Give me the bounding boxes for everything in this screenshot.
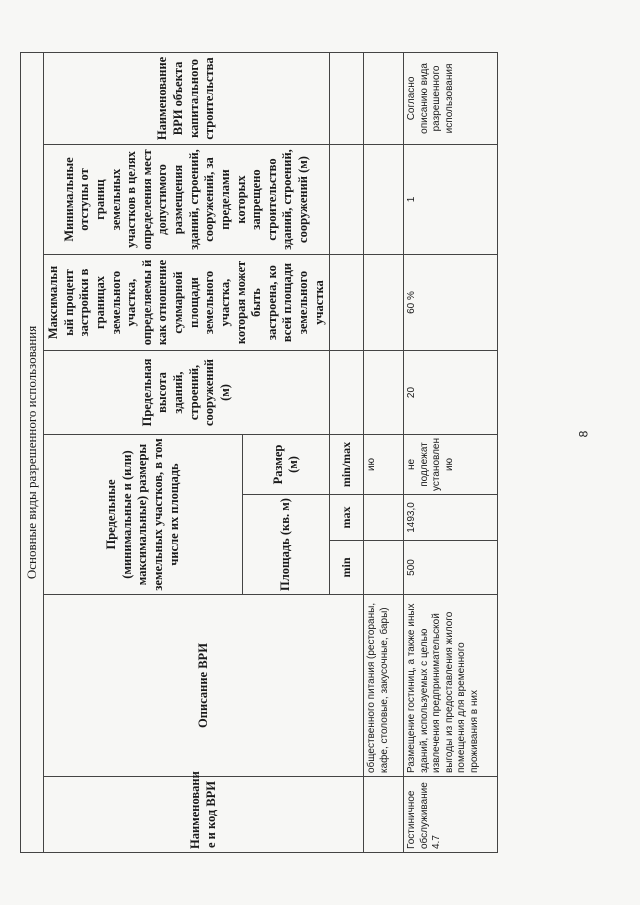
header-size: Размер (м) xyxy=(243,435,330,495)
cell-capital: Согласно описанию вида разрешенного использования xyxy=(404,52,498,144)
cell-description: общественного питания (рестораны, кафе, столовые, закусочные, бары) xyxy=(364,595,404,777)
cell-area-min: 500 xyxy=(404,541,498,595)
header-name-code: Наименовани е и код ВРИ xyxy=(44,777,364,853)
cell-capital xyxy=(364,52,404,144)
cell-area-max: 1493,0 xyxy=(404,495,498,541)
subheader-empty-height xyxy=(330,351,364,435)
cell-height: 20 xyxy=(404,351,498,435)
cell-setback xyxy=(364,145,404,255)
subheader-empty-setback xyxy=(330,145,364,255)
cell-height xyxy=(364,351,404,435)
cell-size: не подлежат установлен ию xyxy=(404,435,498,495)
header-description: Описание ВРИ xyxy=(44,595,364,777)
cell-name-code: Гостиничное обслуживание 4.7 xyxy=(404,777,498,853)
subheader-max: max xyxy=(330,495,364,541)
header-area: Площадь (кв. м) xyxy=(243,495,330,595)
cell-description: Размещение гостиниц, а также иных зданий, используемых с целью извлечения предпринимательской выгоды из предоставления жилого помещения для временного проживания в них xyxy=(404,595,498,777)
table-row xyxy=(404,52,498,852)
header-max-percent: Максимальн ый процент застройки в границах земельного участка, определяемы й как отношение суммарной площади земельного участка, которая может быть застроена, ко всей площади земельного участка xyxy=(44,255,330,351)
header-plot-size-group: Предельные (минимальные и (или) максимальные) размеры земельных участков, в том числе их площадь xyxy=(44,435,243,595)
vri-table xyxy=(20,52,498,853)
cell-size: ию xyxy=(364,435,404,495)
cell-area-min xyxy=(364,541,404,595)
subheader-minmax: min/max xyxy=(330,435,364,495)
header-height: Предельная высота зданий, строений, сооружений (м) xyxy=(44,351,330,435)
header-capital-name: Наименование ВРИ объекта капитального строительства xyxy=(44,52,330,144)
cell-percent xyxy=(364,255,404,351)
subheader-min: min xyxy=(330,541,364,595)
page-number: 8 xyxy=(576,430,591,438)
rotated-table-container xyxy=(20,53,480,853)
cell-area-max xyxy=(364,495,404,541)
cell-setback: 1 xyxy=(404,145,498,255)
table-row xyxy=(364,52,404,852)
subheader-empty-capital xyxy=(330,52,364,144)
cell-name-code xyxy=(364,777,404,853)
subheader-empty-percent xyxy=(330,255,364,351)
header-min-setback: Минимальные отступы от границ земельных участков в целях определения мест допустимого размещения зданий, строений, сооружений, за пределами которых запрещено строительство зданий, строений, сооружений (м) xyxy=(44,145,330,255)
table-caption: Основные виды разрешенного использования xyxy=(21,52,44,852)
cell-percent: 60 % xyxy=(404,255,498,351)
